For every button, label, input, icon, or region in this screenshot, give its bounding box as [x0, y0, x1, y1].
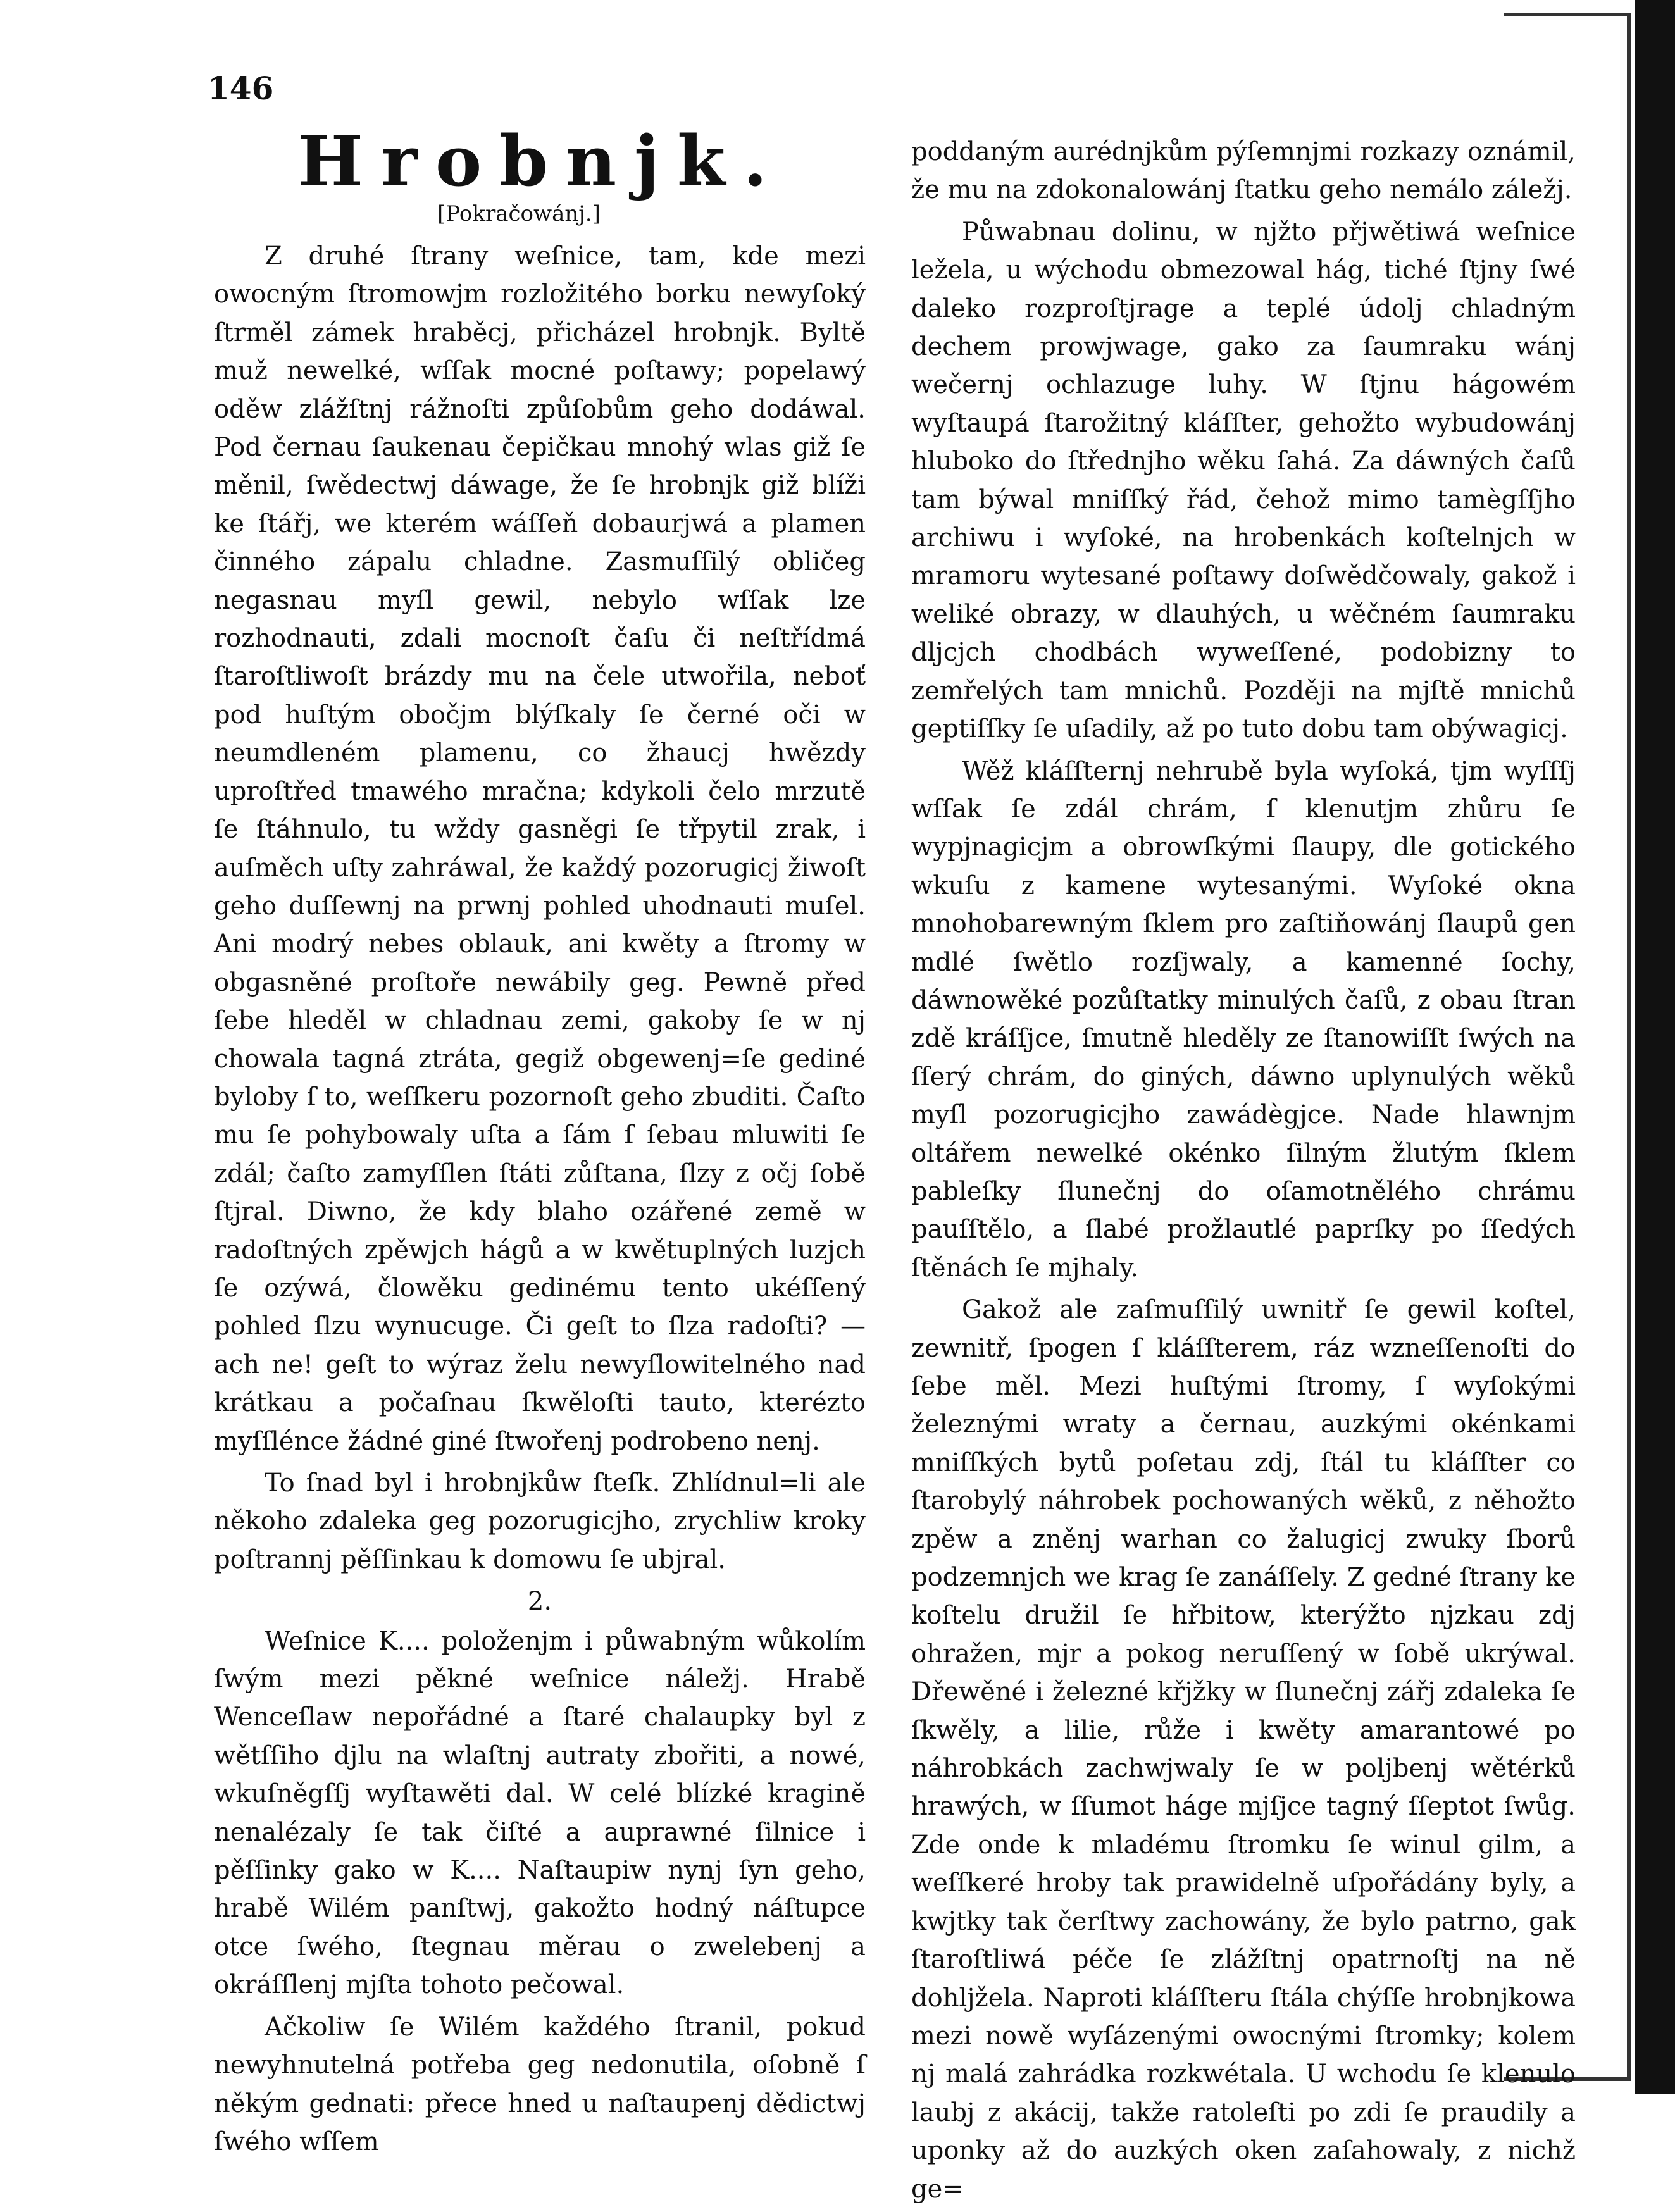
paragraph: poddaným aurédnjkům pýſemnjmi rozkazy oznámil, že mu na zdokonalowánj ſtatku geho nemálo záležj.	[911, 137, 1576, 205]
paragraph: To ſnad byl i hrobnjkůw ſteſk. Zhlídnul=li ale někoho zdaleka geg pozorugicjho, zrychliw kroky poſtrannj pěſſinkau k domowu ſe ubjral.	[214, 1469, 866, 1574]
page-number: 146	[208, 70, 274, 107]
page-border-rule	[1627, 13, 1631, 2081]
paragraph: Ačkoliw ſe Wilém každého ſtranil, pokud newyhnutelná potřeba geg nedonutila, oſobně ſ někým gednati: přece hned u naſtaupenj dědictwj ſwého wſſem	[214, 2012, 866, 2156]
left-column	[214, 237, 866, 2165]
paragraph: Z druhé ſtrany weſnice, tam, kde mezi owocným ſtromowjm rozložitého borku newyſoký ſtrměl zámek hraběcj, přicházel hrobnjk. Byltě muž newelké, wſſak mocné poſtawy; popelawý oděw zlážſtnj rážnoſti způſobům geho dodáwal. Pod černau ſaukenau čepičkau mnohý wlas giž ſe měnil, ſwědectwj dáwage, že ſe hrobnjk giž blíži ke ſtářj, we kterém wáſſeň dobaurjwá a plamen činného zápalu chladne. Zasmuſſilý obličeg negasnau myſl gewil, nebylo wſſak lze rozhodnauti, zdali mocnoſt čaſu či neſtřídmá ſtaroſtliwoſt brázdy mu na čele utwořila, neboť pod huſtým obočjm blýſkaly ſe černé oči w neumdleném plamenu, co žhaucj hwězdy uproſtřed tmawého mračna; kdykoli čelo mrzutě ſe ſtáhnulo, tu wždy gasněgi ſe třpytil zrak, i auſměch uſty zahráwal, že každý pozorugicj žiwoſt geho duſſewnj na prwnj pohled uhodnauti muſel. Ani modrý nebes oblauk, ani kwěty a ſtromy w obgasněné proſtoře newábily geg. Pewně před ſebe hleděl w chladnau zemi, gakoby ſe w nj chowala tagná ztráta, gegiž obgewenj=ſe gediné byloby ſ to, weſſkeru pozornoſt geho zbuditi. Čaſto mu ſe pohybowaly uſta a ſám ſ ſebau mluwiti ſe zdál; čaſto zamyſſlen ſtáti zůſtana, ſlzy z očj ſobě ſtjral. Diwno, že kdy blaho ozářené země w radoſtných zpěwjch hágů a w kwětuplných luzjch ſe ozýwá, člowěku gedinému tento ukéſſený pohled ſlzu wynucuge. Či geſt to ſlza radoſti? — ach ne! geſt to wýraz želu newyſlowitelného nad krátkau a počaſnau ſkwěloſti tauto, kterézto myſſlénce žádné giné ſtwořenj podrobeno nenj.	[214, 242, 866, 1456]
page-edge-shadow	[1635, 0, 1675, 2094]
article-title: Hrobnjk.	[297, 120, 785, 202]
section-number: 2.	[527, 1587, 552, 1617]
paragraph: Půwabnau dolinu, w njžto přjwětiwá weſnice ležela, u wýchodu obmezowal hág, tiché ſtjny ſwé daleko rozproſtjrage a teplé údolj chladným dechem prowjwage, gako za ſaumraku wánj wečernj ochlazuge luhy. W ſtjnu hágowém wyſtaupá ſtarožitný kláſſter, gehožto wybudowánj hluboko do ſtřednjho wěku ſahá. Za dáwných čaſů tam býwal mniſſký řád, čehož mimo tamègſſjho archiwu i wyſoké, na hrobenkách koſtelnjch w mramoru wytesané poſtawy doſwědčowaly, gakož i weliké obrazy, w dlauhých, u wěčném ſaumraku dljcjch chodbách wyweſſené, podobizny to zemřelých tam mnichů. Později na mjſtě mnichů geptiſſky ſe uſadily, až po tuto dobu tam obýwagicj.	[911, 217, 1576, 744]
page-border-rule-top	[1504, 13, 1631, 16]
right-column	[911, 133, 1576, 2212]
paragraph: Gakož ale zaſmuſſilý uwnitř ſe gewil koſtel, zewnitř, ſpogen ſ kláſſterem, ráz wzneſſenoſti do ſebe měl. Mezi huſtými ſtromy, ſ wyſokými železnými wraty a černau, auzkými okénkami mniſſkých bytů poſetau zdj, ſtál tu kláſſter co ſtarobylý náhrobek pochowaných wěků, z něhožto zpěw a zněnj warhan co žalugicj zwuky ſborů podzemnjch we krag ſe zanáſſely. Z gedné ſtrany ke koſtelu družil ſe hřbitow, kterýžto njzkau zdj ohražen, mjr a pokog neruſſený w ſobě ukrýwal. Dřewěné i železné křjžky w ſlunečnj zářj zdaleka ſe ſkwěly, a lilie, růže i kwěty amarantowé po náhrobkách zachwjwaly ſe w poljbenj wětérků hrawých, w ſſumot háge mjſjce tagný ſſeptot ſwůg. Zde onde k mladému ſtromku ſe winul gilm, a weſſkeré hroby tak prawidelně uſpořádány byly, a kwjtky tak čerſtwy zachowány, že bylo patrno, gak ſtaroſtliwá péče ſe zlážſtnj opatrnoſtj na ně dohljžela. Naproti kláſſteru ſtála chýſſe hrobnjkowa mezi nowě wyſázenými owocnými ſtromky; kolem nj malá zahrádka rozkwétala. U wchodu ſe klenulo laubj z akácij, takže ratoleſti po zdi ſe praudily a uponky až do auzkých oken zaſahowaly, z nichž ge=	[911, 1295, 1576, 2204]
paragraph: Wěž kláſſternj nehrubě byla wyſoká, tjm wyſſſj wſſak ſe zdál chrám, ſ klenutjm zhůru ſe wypjnagicjm a obrowſkými ſlaupy, dle gotického wkuſu z kamene wytesanými. Wyſoké okna mnohobarewným ſklem pro zaſtiňowánj ſlaupů gen mdlé ſwětlo rozſjwaly, a kamenné ſochy, dáwnowěké pozůſtatky minulých čaſů, z obau ſtran zdě kráſſjce, ſmutně hleděly ze ſtanowiſſt ſwých na ſſerý chrám, do giných, dáwno uplynulých wěků myſl pozorugicjho zawádègjce. Nade hlawnjm oltářem newelké okénko ſilným žlutým ſklem pableſky ſlunečnj do oſamotnělého chrámu pauſſtělo, a ſlabé prožlautlé paprſky po ſſedých ſtěnách ſe mjhaly.	[911, 756, 1576, 1283]
paragraph: Weſnice K.... položenjm i půwabným wůkolím ſwým mezi pěkné weſnice náležj. Hrabě Wenceſlaw nepořádné a ſtaré chalaupky byl z wětſſiho djlu na wlaſtnj autraty zbořiti, a nowé, wkuſněgſſj wyſtawěti dal. W celé blízké kragině nenalézaly ſe tak čiſté a auprawné ſilnice i pěſſinky gako w K.... Naſtaupiw nynj ſyn geho, hrabě Wilém panſtwj, gakožto hodný náſtupce otce ſwého, ſtegnau měrau o zwelebenj a okráſſlenj mjſta tohoto pečowal.	[214, 1626, 866, 2000]
article-subtitle: [Pokračowánj.]	[437, 201, 601, 227]
